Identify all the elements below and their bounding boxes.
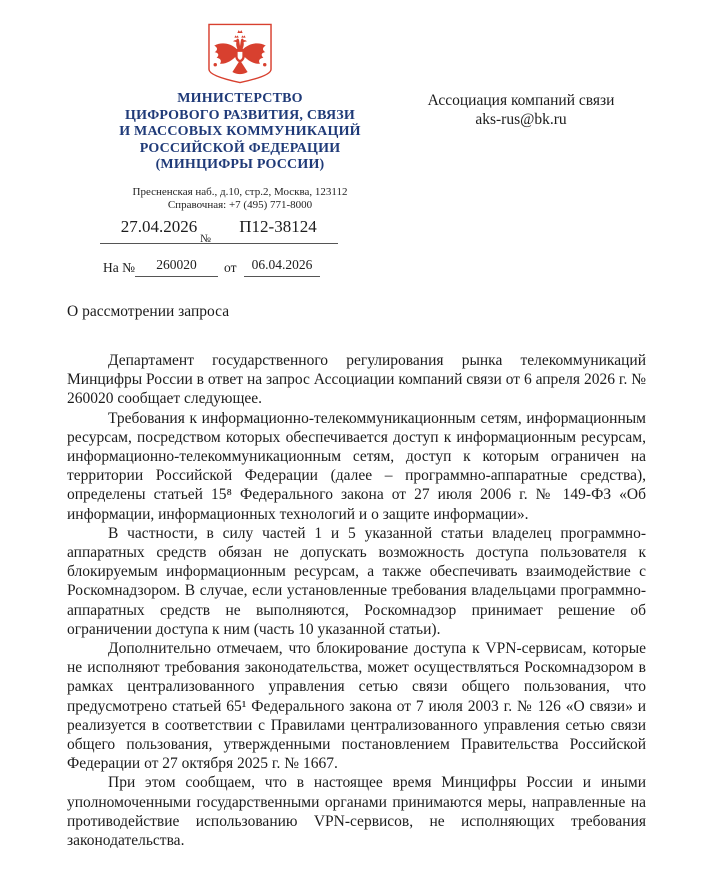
recipient-block — [385, 91, 657, 129]
ministry-name-line: (МИНЦИФРЫ РОССИИ) — [155, 157, 325, 172]
body-paragraph: Требования к информационно-телекоммуникационным сетям, информационным ресурсам, посредством которых обеспечивается доступ к информационным ресурсам, информационно-телекоммуникационным сетям, доступ к которым ограничен на территории Российской Федерации (далее – программно-аппаратные средства), определены статьей 15⁸ Федерального закона от 27 июля 2006 г. № 149-ФЗ «Об информации, информационных технологий и о защите информации». — [67, 409, 646, 523]
ministry-name-line: РОССИЙСКОЙ ФЕДЕРАЦИИ — [139, 140, 341, 156]
reference-date: 06.04.2026 — [244, 257, 320, 277]
body-paragraph: В частности, в силу частей 1 и 5 указанной статьи владелец программно-аппаратных средств обязан не допускать возможность доступа пользователя к блокируемым информационным ресурсам, а также обеспечивать взаимодействие с Роскомнадзором. В случае, если установленные требования владельцами программно-аппаратных средств не выполняются, Роскомнадзор принимает решение об ограничении доступа к ним (часть 10 указанной статьи). — [67, 524, 646, 638]
outgoing-number: П12-38124 — [218, 217, 338, 244]
reference-prefix: На № — [103, 259, 135, 275]
ministry-name-line: МИНИСТЕРСТВО — [177, 91, 303, 106]
letterhead — [40, 18, 440, 299]
russia-coat-of-arms-icon — [207, 23, 273, 84]
phone-line: Справочная: +7 (495) 771-8000 — [167, 198, 313, 211]
body-paragraph: При этом сообщаем, что в настоящее время Минцифры России и иными уполномоченными государственными органами принимаются меры, направленные на противодействие использованию VPN-сервисов, не исполняющих требования законодательства. — [67, 774, 646, 850]
address-line: Пресненская наб., д.10, стр.2, Москва, 123112 — [132, 185, 348, 198]
ministry-name-line: И МАССОВЫХ КОММУНИКАЦИЙ — [119, 124, 361, 139]
recipient-name: Ассоциация компаний связи — [427, 92, 615, 109]
letter-body — [67, 351, 646, 850]
body-paragraph: Дополнительно отмечаем, что блокирование доступа к VPN-сервисам, которые не исполняют требования законодательства, может осуществляться Роскомнадзором в рамках централизованного управления сетью связи общего пользования, что предусмотрено статьей 65¹ Федерального закона от 7 июля 2003 г. № 126 «О связи» и реализуется в соответствии с Правилами централизованного управления сетью связи общего пользования, утвержденными постановлением Правительства Российской Федерации от 27 октября 2025 г. № 1667. — [67, 640, 646, 773]
recipient-email: aks-rus@bk.ru — [475, 111, 567, 128]
ministry-name — [40, 91, 440, 174]
number-sign: № — [200, 232, 211, 245]
ministry-name-line: ЦИФРОВОГО РАЗВИТИЯ, СВЯЗИ — [125, 107, 355, 123]
reference-number: 260020 — [135, 257, 218, 277]
reference-row — [40, 257, 440, 281]
reference-from-label: от — [224, 259, 237, 275]
document-numbers — [40, 217, 440, 299]
body-paragraph: Департамент государственного регулирования рынка телекоммуникаций Минцифры России в ответ на запрос Ассоциации компаний связи от 6 апреля 2026 г. № 260020 сообщает следующее. — [67, 352, 646, 408]
ministry-address — [40, 186, 440, 212]
outgoing-date: 27.04.2026 — [100, 217, 218, 244]
subject-line: О рассмотрении запроса — [67, 303, 230, 320]
